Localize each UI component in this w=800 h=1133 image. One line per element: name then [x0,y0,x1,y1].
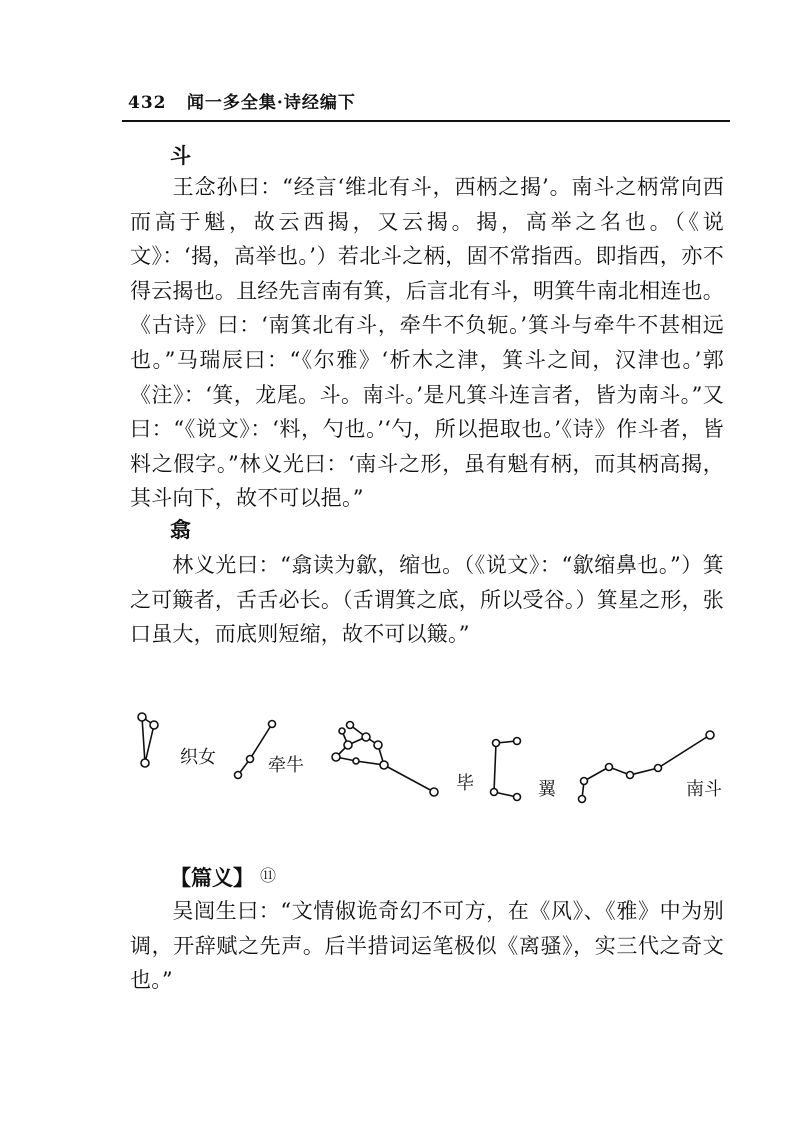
zhinu-constellation [138,713,158,767]
page-number: 432 [128,93,167,113]
paragraph-pianyi [130,894,724,998]
section-heading-xi: 翕 [170,517,191,542]
section-heading-dou: 斗 [170,143,191,168]
paragraph-xi-text: 林义光曰：“翕读为歙，缩也。（《说文》：“歙缩鼻也。”）箕之可簸者，舌舌必长。（舌谓箕之底，所以受谷。）箕星之形，张口虽大，而底则短缩，故不可以簸。” [130,553,724,647]
bi-constellation [491,738,521,801]
paragraph-dou-text: 王念孙曰：“经言‘维北有斗，西柄之揭’。南斗之柄常向西而高于魁，故云西揭，又云揭。揭，高举之名也。（《说文》：‘揭，高举也。’）若北斗之柄，固不常指西。即指西，亦不得云揭也。且经先言南有箕，后言北有斗，明箕牛南北相连也。《古诗》曰：‘南箕北有斗，牵牛不负轭。’箕斗与牵牛不甚相远也。”马瑞辰曰：“《尔雅》‘析木之津，箕斗之间，汉津也。’郭《注》：‘箕，龙尾。斗。南斗。’是凡箕斗连言者，皆为南斗。”又曰：“《说文》：‘料，勺也。’‘勺，所以挹取也。’《诗》作斗者，皆料之假字。”林义光曰：‘南斗之形，虽有魁有柄，而其柄高揭，其斗向下，故不可以挹。” [130,175,724,511]
large-constellation [332,722,438,797]
label-qianniu: 牵牛 [268,755,304,776]
constellation-diagram [120,705,740,825]
label-yi: 翼 [538,779,556,800]
label-zhinu: 织女 [180,747,216,768]
footnote-marker: ⑪ [260,866,277,885]
paragraph-xi [130,548,724,652]
book-title: 闻一多全集·诗经编下 [186,93,356,113]
pianyi-heading-text: 【篇义】 [170,865,254,890]
page-header [128,88,728,118]
label-bi: 毕 [456,773,474,794]
header-rule [122,120,730,122]
section-heading-pianyi [170,862,276,892]
paragraph-pianyi-text: 吴闿生曰：“文情俶诡奇幻不可方，在《风》、《雅》中为别调，开辞赋之先声。后半措词运笔极似《离骚》，实三代之奇文也。” [130,899,724,993]
paragraph-dou [130,170,724,516]
constellation-figure [120,705,740,825]
label-nandou: 南斗 [686,779,722,800]
